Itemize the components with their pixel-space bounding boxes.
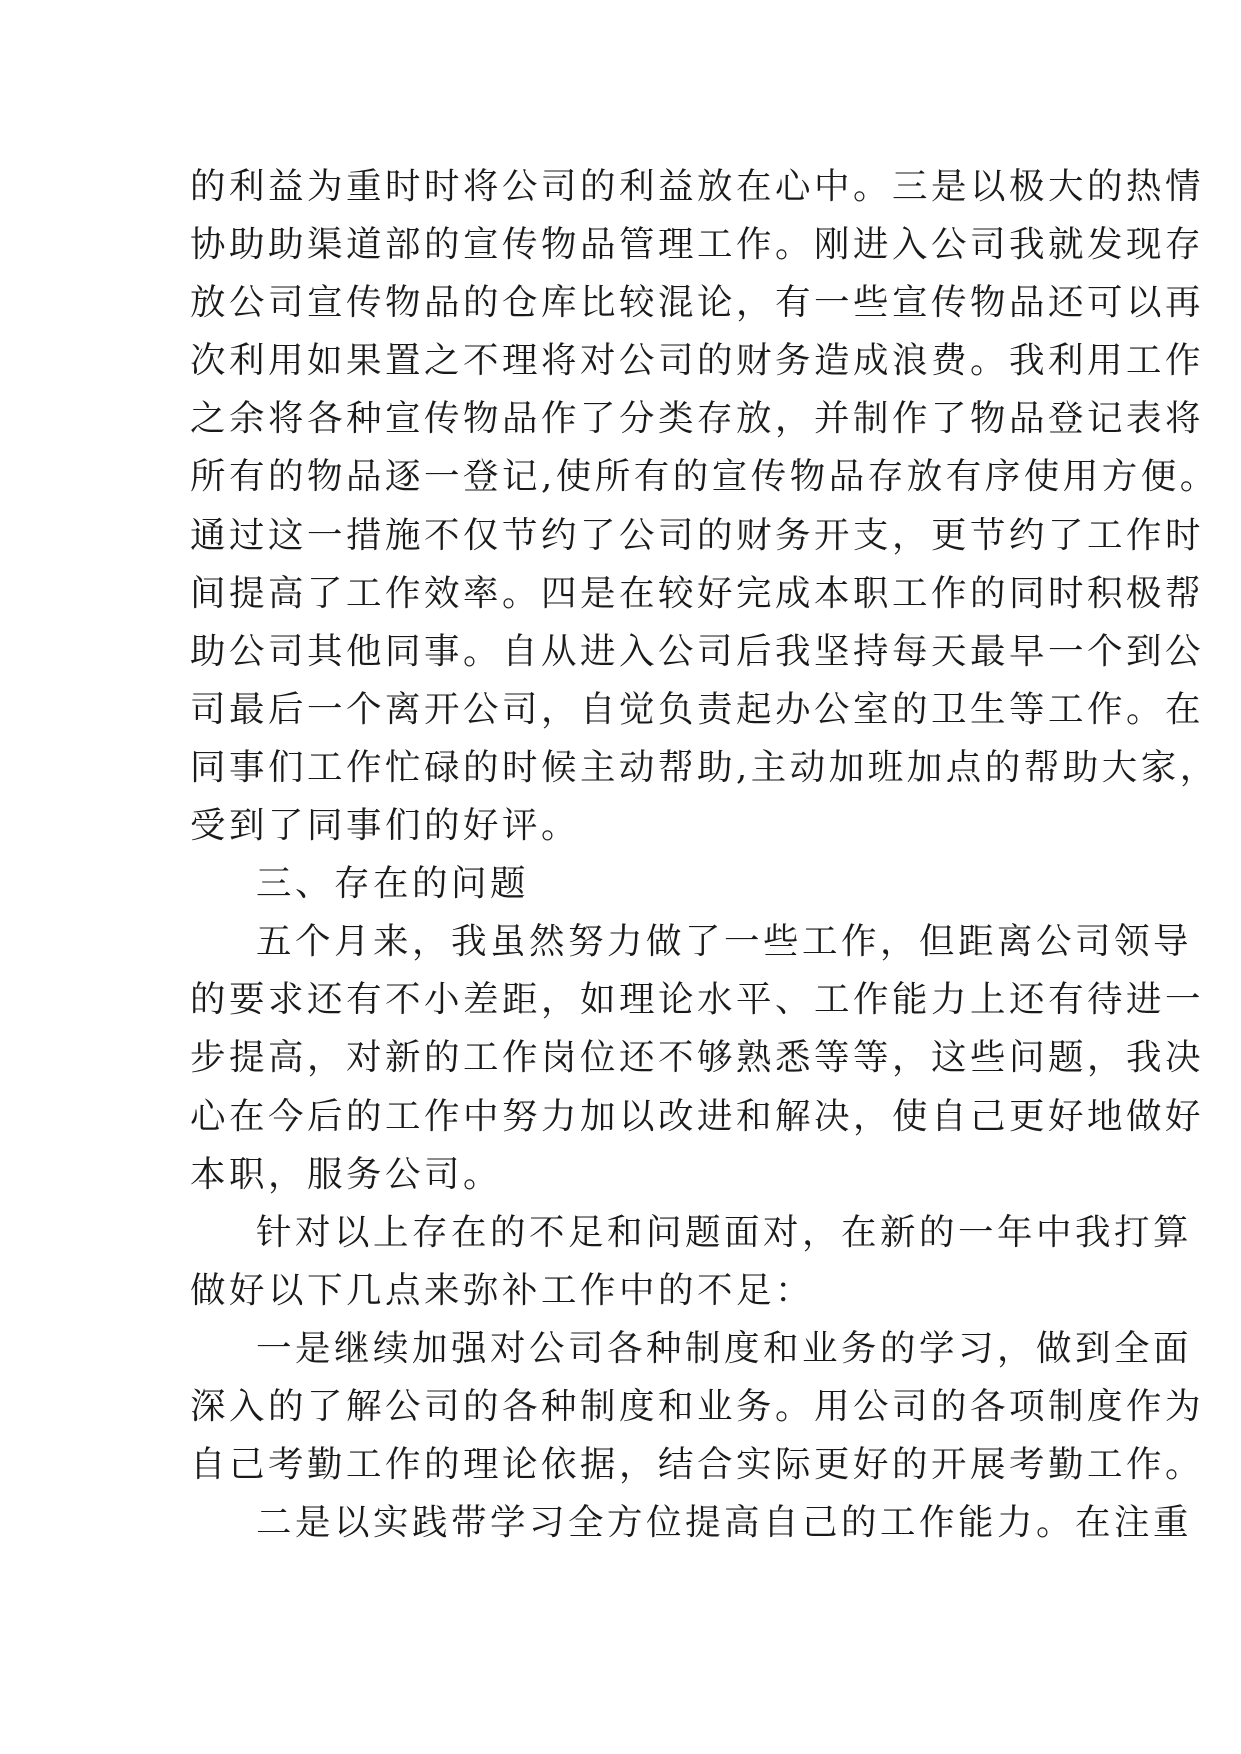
text-line: 深入的了解公司的各种制度和业务。用公司的各项制度作为 xyxy=(190,1385,1205,1427)
text-line: 之余将各种宣传物品作了分类存放，并制作了物品登记表将 xyxy=(190,398,1205,440)
text-line: 受到了同事们的好评。 xyxy=(190,805,581,847)
text-line: 心在今后的工作中努力加以改进和解决，使自己更好地做好 xyxy=(190,1095,1205,1137)
text-line: 次利用如果置之不理将对公司的财务造成浪费。我利用工作 xyxy=(190,340,1205,382)
text-line: 同事们工作忙碌的时候主动帮助,主动加班加点的帮助大家， xyxy=(190,746,1219,788)
text-line: 针对以上存在的不足和问题面对，在新的一年中我打算 xyxy=(256,1211,1193,1253)
text-line: 步提高，对新的工作岗位还不够熟悉等等，这些问题，我决 xyxy=(190,1037,1205,1079)
text-line: 本职，服务公司。 xyxy=(190,1153,503,1195)
text-line: 二是以实践带学习全方位提高自己的工作能力。在注重 xyxy=(256,1502,1193,1544)
section-heading: 三、存在的问题 xyxy=(256,863,530,905)
text-line: 通过这一措施不仅节约了公司的财务开支，更节约了工作时 xyxy=(190,514,1205,556)
text-line: 司最后一个离开公司，自觉负责起办公室的卫生等工作。在 xyxy=(190,688,1205,730)
text-line: 放公司宣传物品的仓库比较混论，有一些宣传物品还可以再 xyxy=(190,282,1205,324)
text-line: 做好以下几点来弥补工作中的不足： xyxy=(190,1269,815,1311)
text-line: 五个月来，我虽然努力做了一些工作，但距离公司领导 xyxy=(256,921,1193,963)
text-line: 间提高了工作效率。四是在较好完成本职工作的同时积极帮 xyxy=(190,572,1205,614)
text-line: 协助助渠道部的宣传物品管理工作。刚进入公司我就发现存 xyxy=(190,224,1205,266)
text-line: 的要求还有不小差距，如理论水平、工作能力上还有待进一 xyxy=(190,979,1205,1021)
text-line: 所有的物品逐一登记,使所有的宣传物品存放有序使用方便。 xyxy=(190,456,1219,498)
text-line: 自己考勤工作的理论依据，结合实际更好的开展考勤工作。 xyxy=(190,1444,1205,1486)
document-body xyxy=(190,158,1219,1552)
text-line: 助公司其他同事。自从进入公司后我坚持每天最早一个到公 xyxy=(190,630,1205,672)
text-line: 一是继续加强对公司各种制度和业务的学习，做到全面 xyxy=(256,1327,1193,1369)
text-line: 的利益为重时时将公司的利益放在心中。三是以极大的热情 xyxy=(190,166,1205,207)
